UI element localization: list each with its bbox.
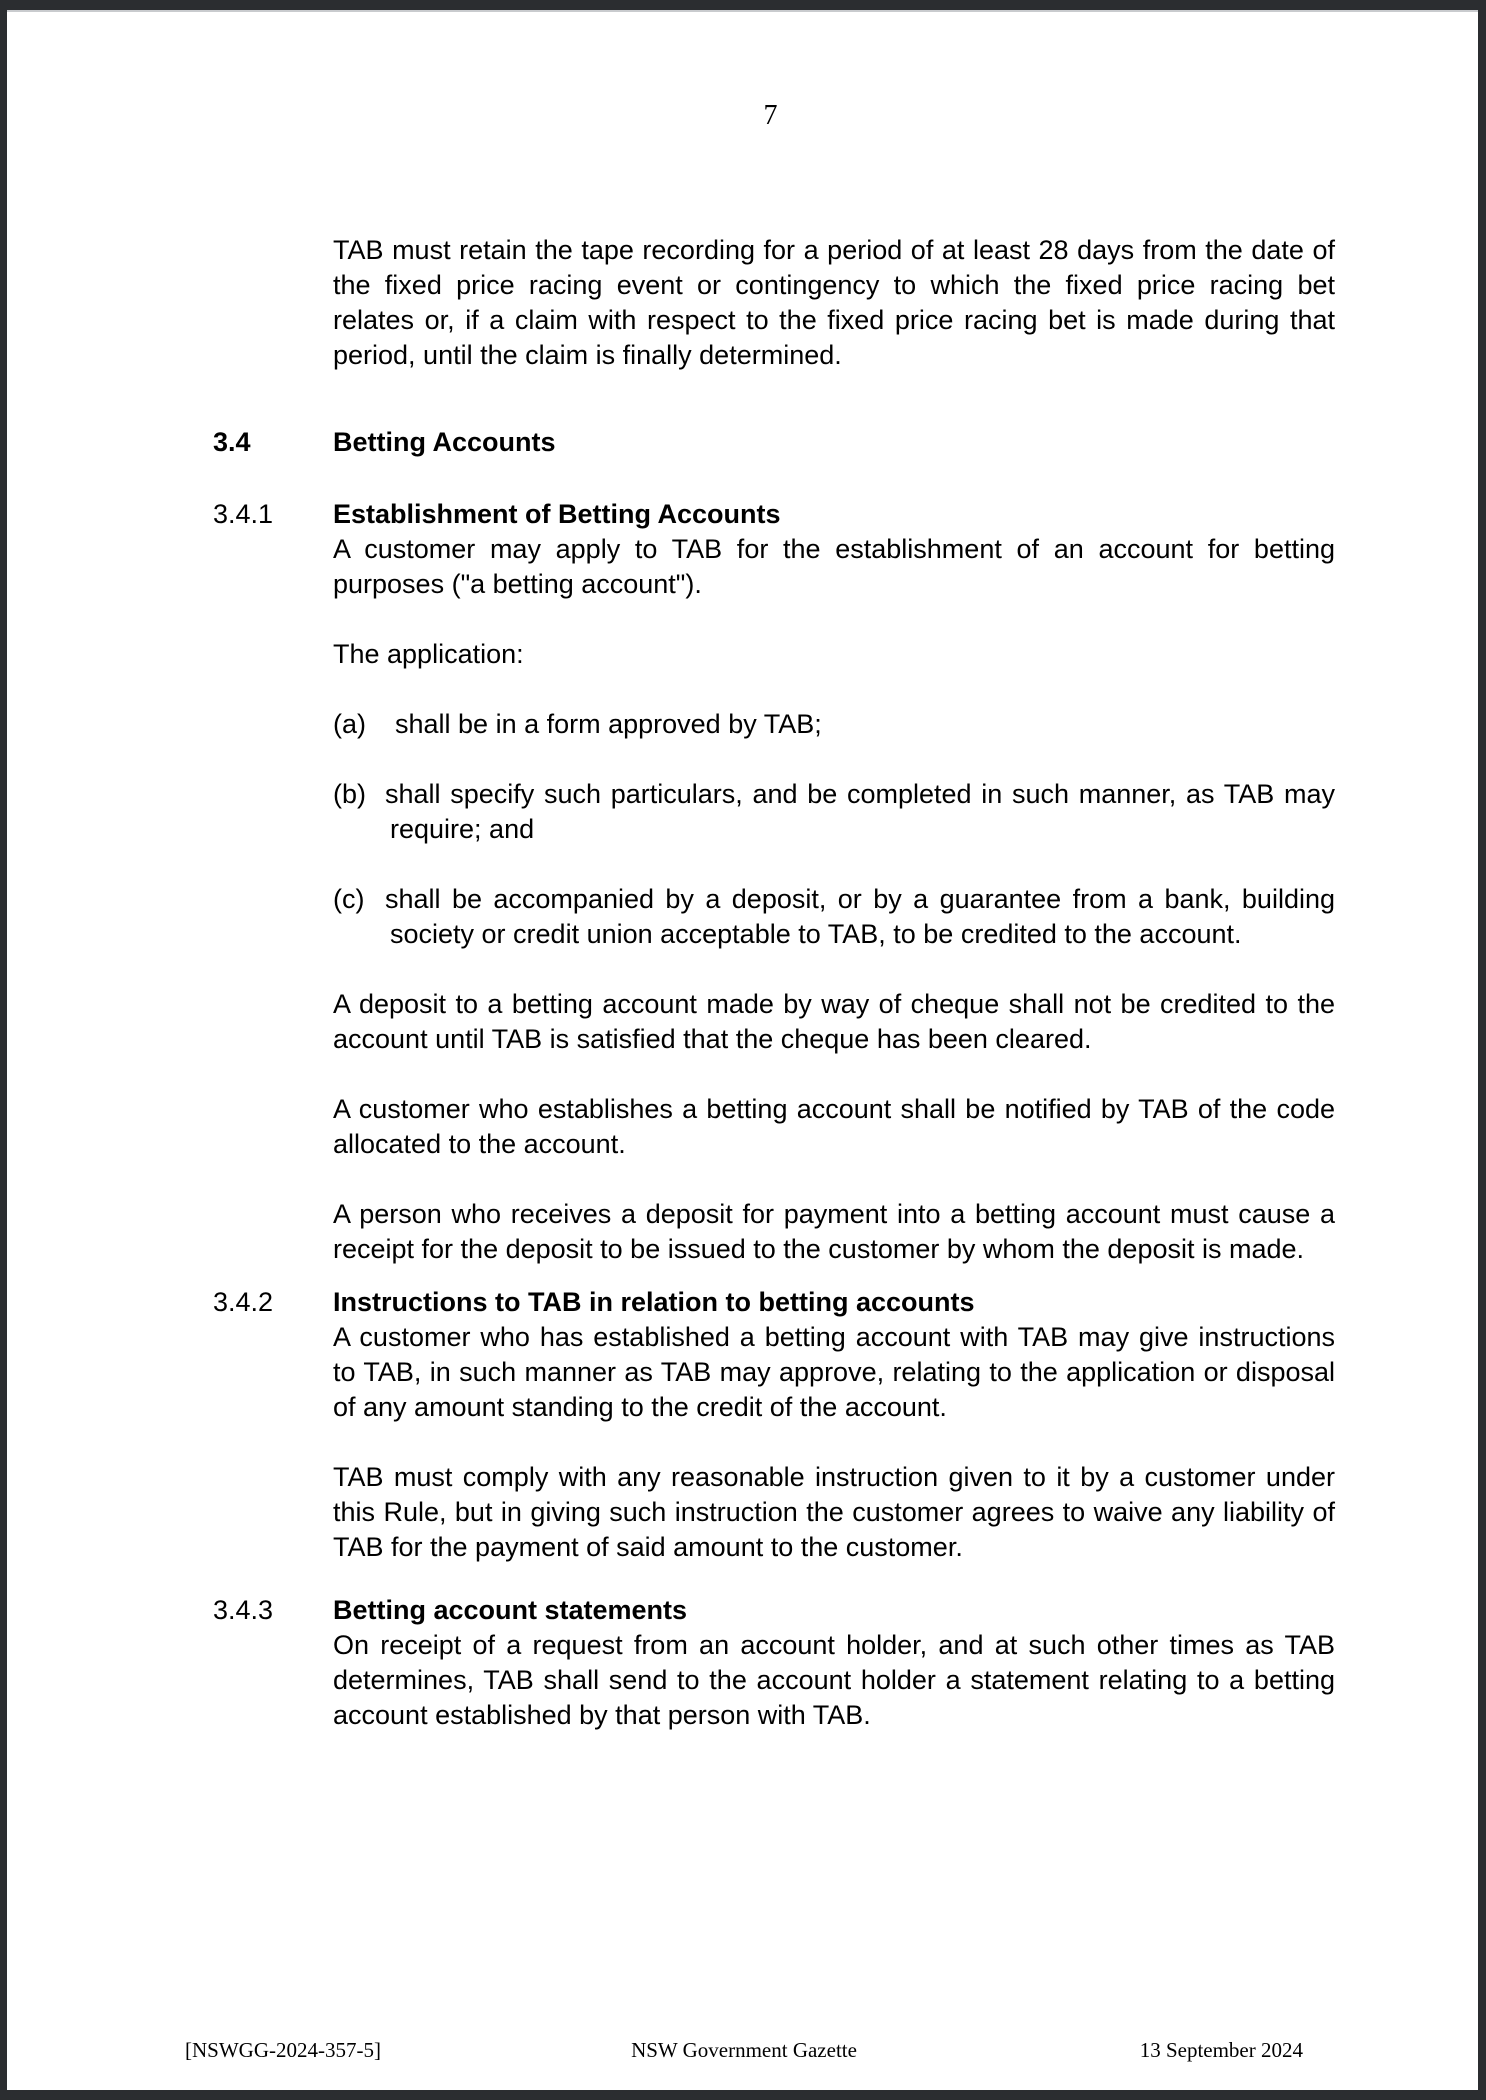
gutter-spacer [213,882,333,952]
paragraph: A deposit to a betting account made by way of cheque shall not be credited to the account until TAB is satisfied that the cheque has been cleared. [333,989,1335,1054]
gutter-spacer [213,987,333,1057]
paragraph: A person who receives a deposit for payment into a betting account must cause a receipt for the deposit to be issued to the customer by whom the deposit is made. [333,1199,1335,1264]
section-title: Instructions to TAB in relation to betting accounts [333,1287,975,1317]
section-number: 3.4 [213,427,251,457]
intro-paragraph: TAB must retain the tape recording for a period of at least 28 days from the date of the fixed price racing event or contingency to which the fixed price racing bet relates or, if a claim with respect to the fixed price racing bet is made during that period, until the claim is finally determined. [333,235,1335,370]
section-body [333,1285,1335,1425]
list-item [333,777,1335,847]
section-body [333,497,1335,602]
list-item [333,707,1335,742]
page-footer [185,2038,1303,2062]
intro-row [213,233,1335,373]
section-title: Betting Accounts [333,427,556,457]
section-3-4-3 [213,1593,1335,1733]
gutter-spacer [213,637,333,672]
list-item-label: (a) [333,709,366,739]
gutter-spacer [213,1092,333,1162]
list-item-text: shall specify such particulars, and be completed in such manner, as TAB may require; and [385,779,1335,844]
gutter-spacer [213,233,333,373]
list-item-c-row [213,882,1335,952]
footer-reference: [NSWGG-2024-357-5] [185,2038,381,2062]
list-item-a-row [213,707,1335,742]
gutter-spacer [213,1197,333,1267]
page-number: 7 [763,100,778,131]
footer-publication: NSW Government Gazette [631,2038,857,2062]
paragraph: A customer may apply to TAB for the establishment of an account for betting purposes ("a betting account"). [333,534,1335,599]
gutter-spacer [213,777,333,847]
paragraph-row [213,1197,1335,1267]
section-3-4-2 [213,1285,1335,1425]
section-number: 3.4.2 [213,1287,274,1317]
section-number: 3.4.3 [213,1595,274,1625]
list-item-text: shall be in a form approved by TAB; [395,709,822,739]
footer-date: 13 September 2024 [1139,2038,1303,2062]
document-content [213,233,1335,1733]
section-body [333,1593,1335,1733]
list-item-b-row [213,777,1335,847]
list-item-label: (b) [333,779,366,809]
paragraph-row [213,1460,1335,1565]
list-item [333,882,1335,952]
paragraph: TAB must comply with any reasonable instruction given to it by a customer under this Rule, but in giving such instruction the customer agrees to waive any liability of TAB for the payment of said amount to the customer. [333,1462,1335,1562]
paragraph: On receipt of a request from an account holder, and at such other times as TAB determines, TAB shall send to the account holder a statement relating to a betting account established by that person with TAB. [333,1630,1335,1730]
paragraph-row [213,637,1335,672]
list-item-label: (c) [333,884,365,914]
section-title: Betting account statements [333,1595,688,1625]
paragraph-row [213,1092,1335,1162]
paragraph: A customer who establishes a betting account shall be notified by TAB of the code allocated to the account. [333,1094,1335,1159]
list-item-text: shall be accompanied by a deposit, or by a guarantee from a bank, building society or credit union acceptable to TAB, to be credited to the account. [385,884,1335,949]
section-3-4-1 [213,497,1335,602]
paragraph: The application: [333,639,524,669]
paragraph: A customer who has established a betting account with TAB may give instructions to TAB, in such manner as TAB may approve, relating to the application or disposal of any amount standing to the credit of the account. [333,1322,1335,1422]
section-title: Establishment of Betting Accounts [333,499,781,529]
document-page [7,10,1478,2090]
gutter-spacer [213,707,333,742]
section-number: 3.4.1 [213,499,274,529]
section-3-4 [213,425,1335,460]
gutter-spacer [213,1460,333,1565]
paragraph-row [213,987,1335,1057]
